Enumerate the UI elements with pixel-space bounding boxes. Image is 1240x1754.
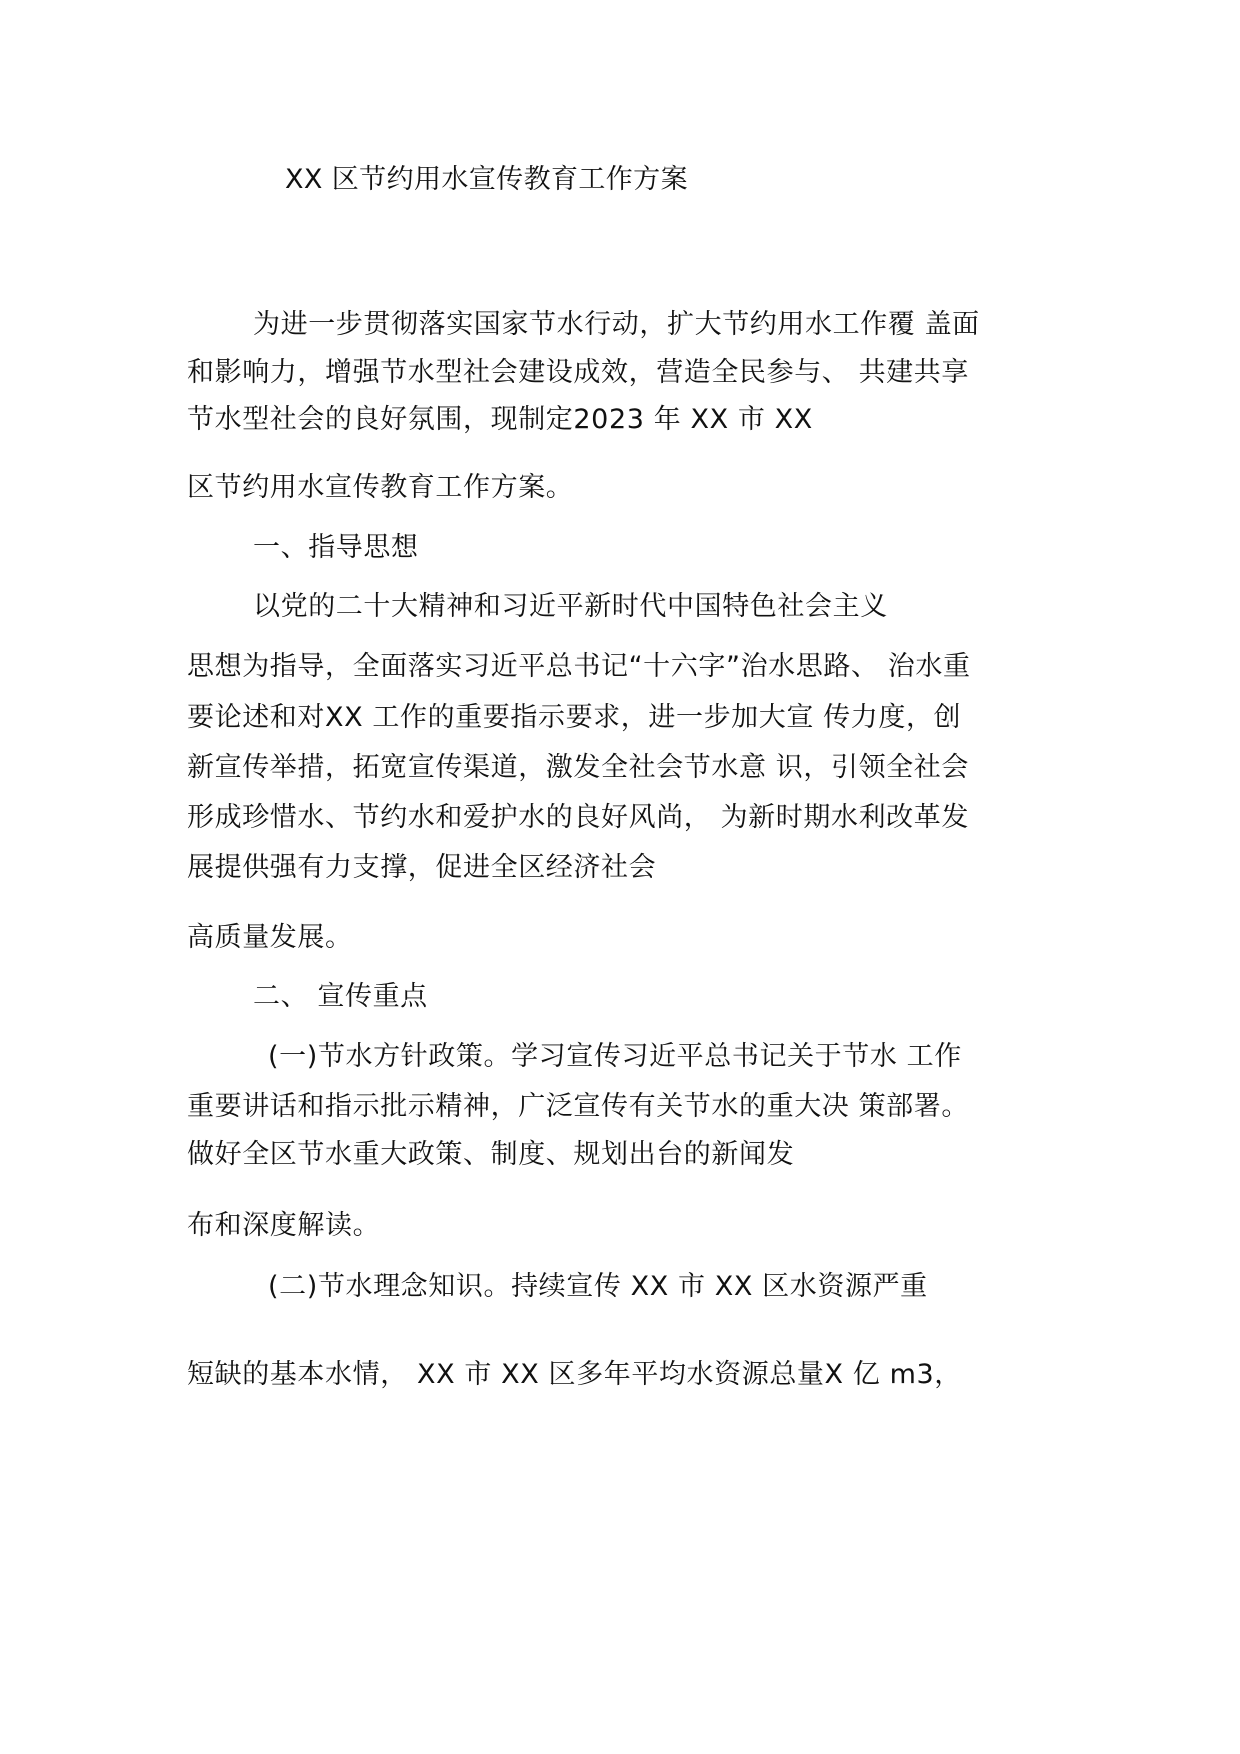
paragraph-line: 重要讲话和指示批示精神，广泛宣传有关节水的重大决 策部署。 [187,1091,969,1122]
paragraph-line: 布和深度解读。 [187,1210,381,1241]
paragraph-line: 要论述和对XX 工作的重要指示要求，进一步加大宣 传力度，创 [187,702,962,733]
paragraph-line: 新宣传举措，拓宽宣传渠道，激发全社会节水意 识，引领全社会 [187,752,969,783]
section-heading: 二、 宣传重点 [253,981,428,1012]
paragraph-line: (一)节水方针政策。学习宣传习近平总书记关于节水 工作 [268,1041,962,1072]
paragraph-line: 和影响力，增强节水型社会建设成效，营造全民参与、 共建共享 [187,357,969,388]
document-title: XX 区节约用水宣传教育工作方案 [285,164,688,195]
paragraph-line: (二)节水理念知识。持续宣传 XX 市 XX 区水资源严重 [268,1271,928,1302]
paragraph-line: 形成珍惜水、节约水和爱护水的良好风尚， 为新时期水利改革发 [187,802,969,833]
paragraph-line: 区节约用水宣传教育工作方案。 [187,472,574,503]
paragraph-line: 为进一步贯彻落实国家节水行动，扩大节约用水工作覆 盖面 [253,309,980,340]
paragraph-line: 做好全区节水重大政策、制度、规划出台的新闻发 [187,1139,795,1170]
paragraph-line: 节水型社会的良好氛围，现制定2023 年 XX 市 XX [187,404,813,435]
paragraph-line: 高质量发展。 [187,922,353,953]
paragraph-line: 展提供强有力支撑，促进全区经济社会 [187,852,657,883]
paragraph-line: 以党的二十大精神和习近平新时代中国特色社会主义 [253,591,888,622]
section-heading: 一、指导思想 [253,532,419,563]
paragraph-line: 短缺的基本水情， XX 市 XX 区多年平均水资源总量X 亿 m3， [187,1359,962,1390]
paragraph-line: 思想为指导，全面落实习近平总书记“十六字”治水思路、 治水重 [187,651,971,682]
